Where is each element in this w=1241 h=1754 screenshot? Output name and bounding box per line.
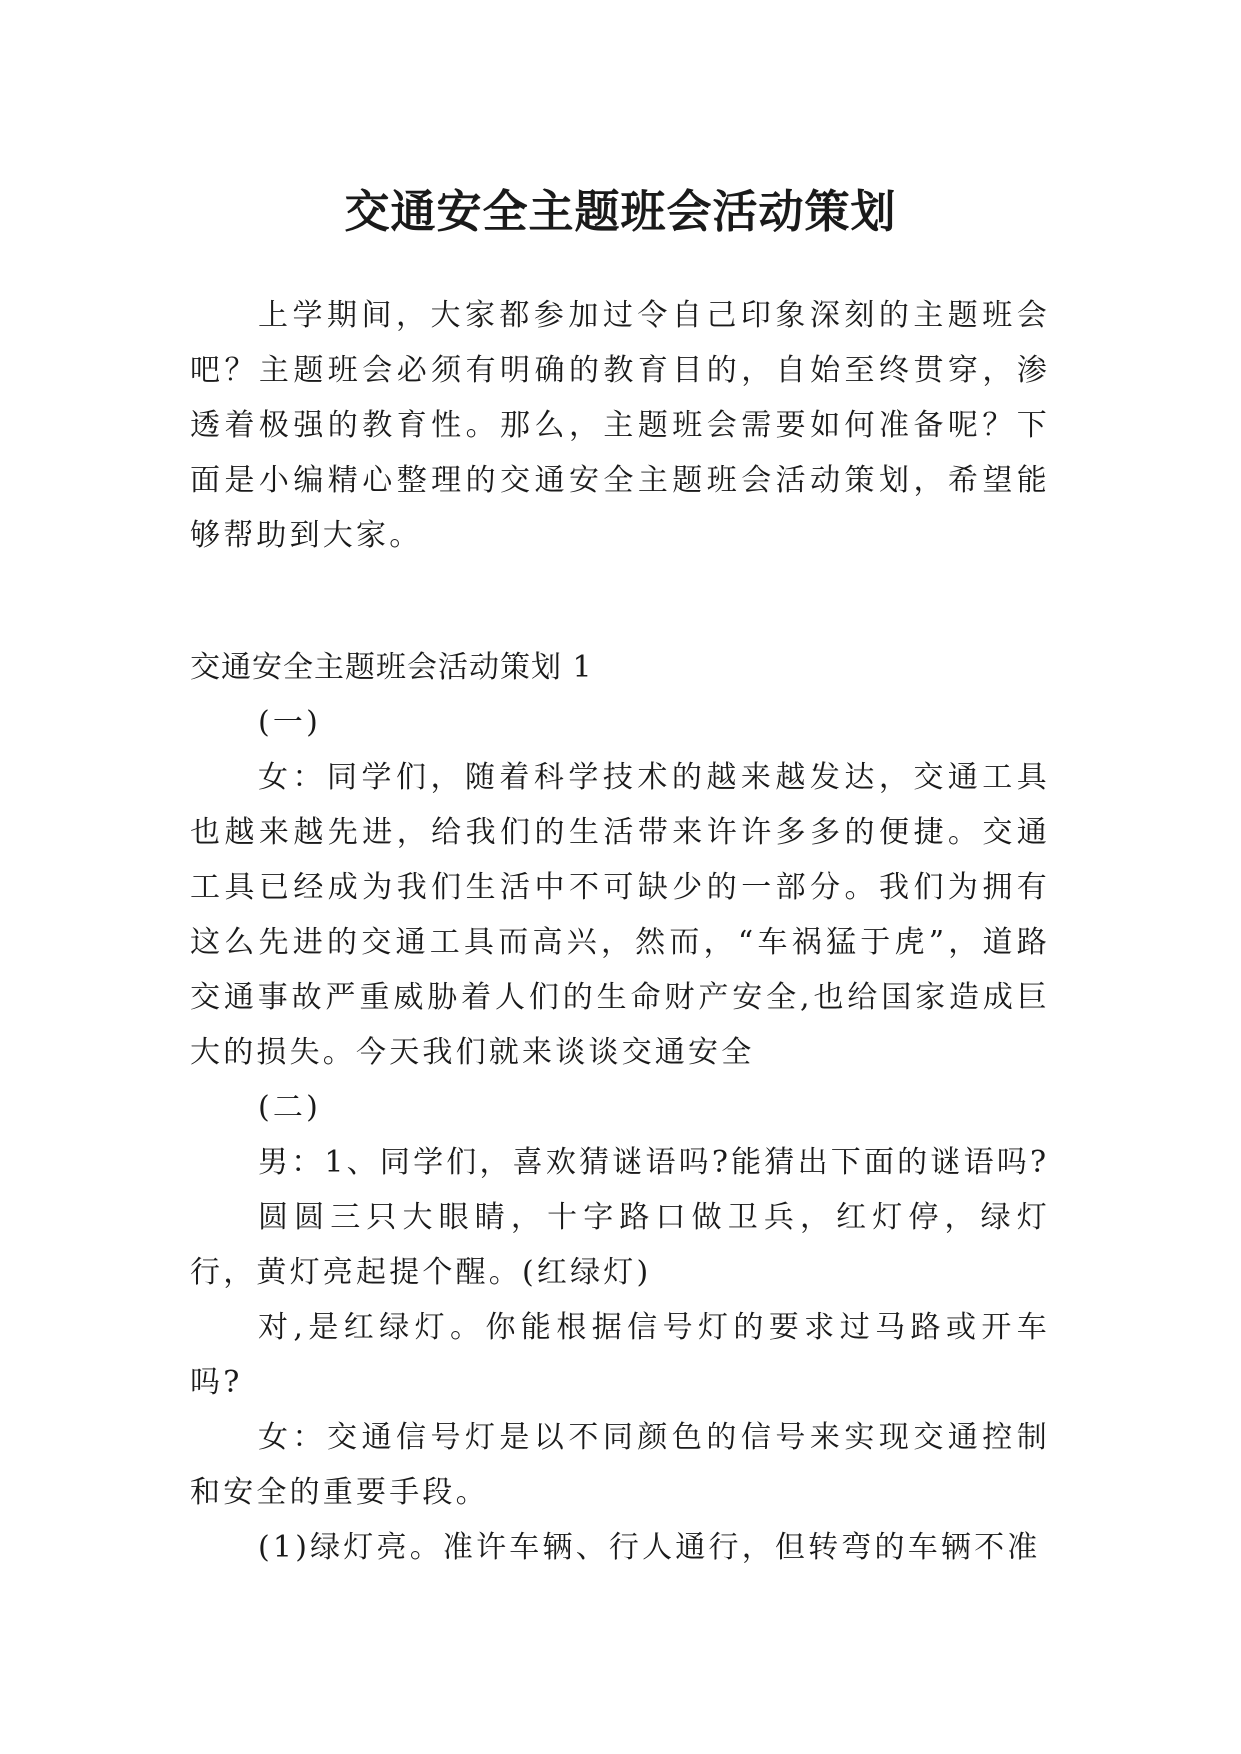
paragraph-3: (二) <box>258 1090 322 1125</box>
paragraph-4: 男：1、同学们，喜欢猜谜语吗?能猜出下面的谜语吗? <box>258 1145 1050 1180</box>
intro-paragraph: 上学期间，大家都参加过令自己印象深刻的主题班会吧？主题班会必须有明确的教育目的，自始至终贯穿，渗透着极强的教育性。那么，主题班会需要如何准备呢？下面是小编精心整理的交通安全主题班会活动策划，希望能够帮助到大家。 <box>190 298 1050 553</box>
paragraph-8: (1)绿灯亮。准许车辆、行人通行，但转弯的车辆不准 <box>258 1530 1041 1565</box>
paragraph-2: 女：同学们，随着科学技术的越来越发达，交通工具也越来越先进，给我们的生活带来许许多多的便捷。交通工具已经成为我们生活中不可缺少的一部分。我们为拥有这么先进的交通工具而高兴，然而，“车祸猛于虎”，道路交通事故严重威胁着人们的生命财产安全,也给国家造成巨大的损失。今天我们就来谈谈交通安全 <box>190 760 1050 1070</box>
paragraph-6: 对,是红绿灯。你能根据信号灯的要求过马路或开车吗? <box>190 1310 1050 1400</box>
paragraph-7: 女：交通信号灯是以不同颜色的信号来实现交通控制和安全的重要手段。 <box>190 1420 1050 1510</box>
paragraph-1: (一) <box>258 705 322 740</box>
paragraph-5: 圆圆三只大眼睛，十字路口做卫兵，红灯停，绿灯行，黄灯亮起提个醒。(红绿灯) <box>190 1200 1050 1290</box>
section-heading: 交通安全主题班会活动策划 1 <box>190 650 593 685</box>
document-title: 交通安全主题班会活动策划 <box>344 185 897 239</box>
section-body <box>190 695 1050 1575</box>
